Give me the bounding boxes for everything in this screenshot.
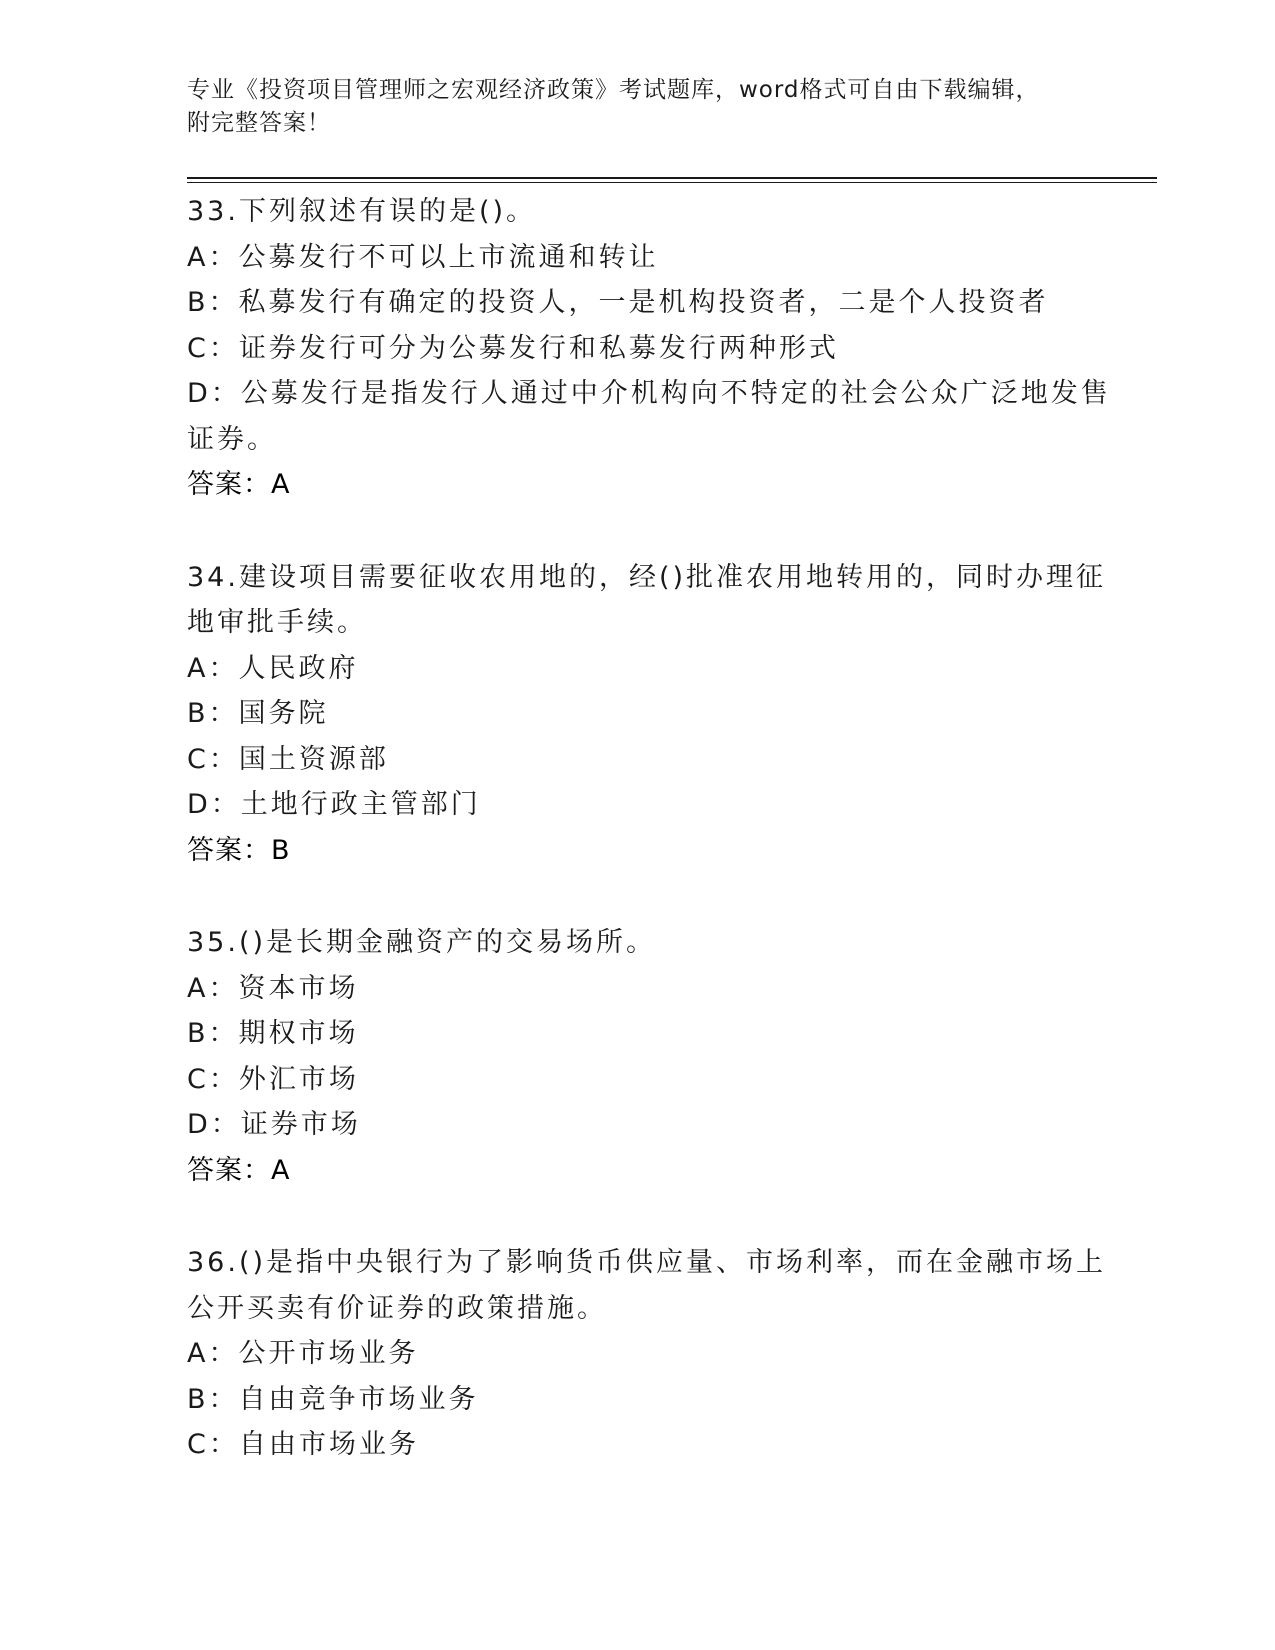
- question-34: [187, 555, 1107, 874]
- option-d: D：土地行政主管部门: [187, 789, 481, 820]
- option-c: C：外汇市场: [187, 1063, 359, 1095]
- option-a: A：公开市场业务: [187, 1338, 419, 1369]
- header-line-2: 附完整答案！: [187, 110, 331, 136]
- answer-text: 答案：B: [187, 834, 291, 866]
- question-stem: 33.下列叙述有误的是()。: [187, 196, 537, 227]
- option-d: D：证券市场: [187, 1109, 361, 1140]
- option-d: D：公募发行是指发行人通过中介机构向不特定的社会公众广泛地发售: [187, 378, 1111, 409]
- option-d-continued: 证券。: [187, 423, 277, 455]
- question-list: [187, 189, 1111, 1515]
- question-stem: 35.()是长期金融资产的交易场所。: [187, 927, 657, 958]
- question-stem-continued: 公开买卖有价证券的政策措施。: [187, 1292, 607, 1324]
- header-rule-thin: [187, 182, 1157, 183]
- header-rule-thick: [187, 177, 1157, 179]
- option-b: B：国务院: [187, 698, 329, 729]
- option-c: C：自由市场业务: [187, 1429, 419, 1460]
- option-a: A：公募发行不可以上市流通和转让: [187, 241, 659, 273]
- answer-text: 答案：A: [187, 469, 291, 500]
- question-35: [187, 920, 1087, 1193]
- option-a: A：人民政府: [187, 652, 359, 684]
- header-line-1: 专业《投资项目管理师之宏观经济政策》考试题库，word格式可自由下载编辑，: [187, 77, 1040, 103]
- answer-text: 答案：A: [187, 1154, 291, 1186]
- document-header: [187, 74, 1087, 140]
- option-b: B：私募发行有确定的投资人，一是机构投资者，二是个人投资者: [187, 287, 1049, 318]
- option-c: C：证券发行可分为公募发行和私募发行两种形式: [187, 332, 839, 364]
- question-33: [187, 189, 1111, 508]
- question-stem-continued: 地审批手续。: [187, 607, 367, 638]
- question-stem: 36.()是指中央银行为了影响货币供应量、市场利率，而在金融市场上: [187, 1247, 1107, 1278]
- option-b: B：自由竞争市场业务: [187, 1383, 479, 1415]
- question-stem: 34.建设项目需要征收农用地的，经()批准农用地转用的，同时办理征: [187, 561, 1107, 593]
- option-b: B：期权市场: [187, 1018, 359, 1049]
- question-36: [187, 1240, 1107, 1468]
- option-c: C：国土资源部: [187, 743, 389, 775]
- option-a: A：资本市场: [187, 972, 359, 1004]
